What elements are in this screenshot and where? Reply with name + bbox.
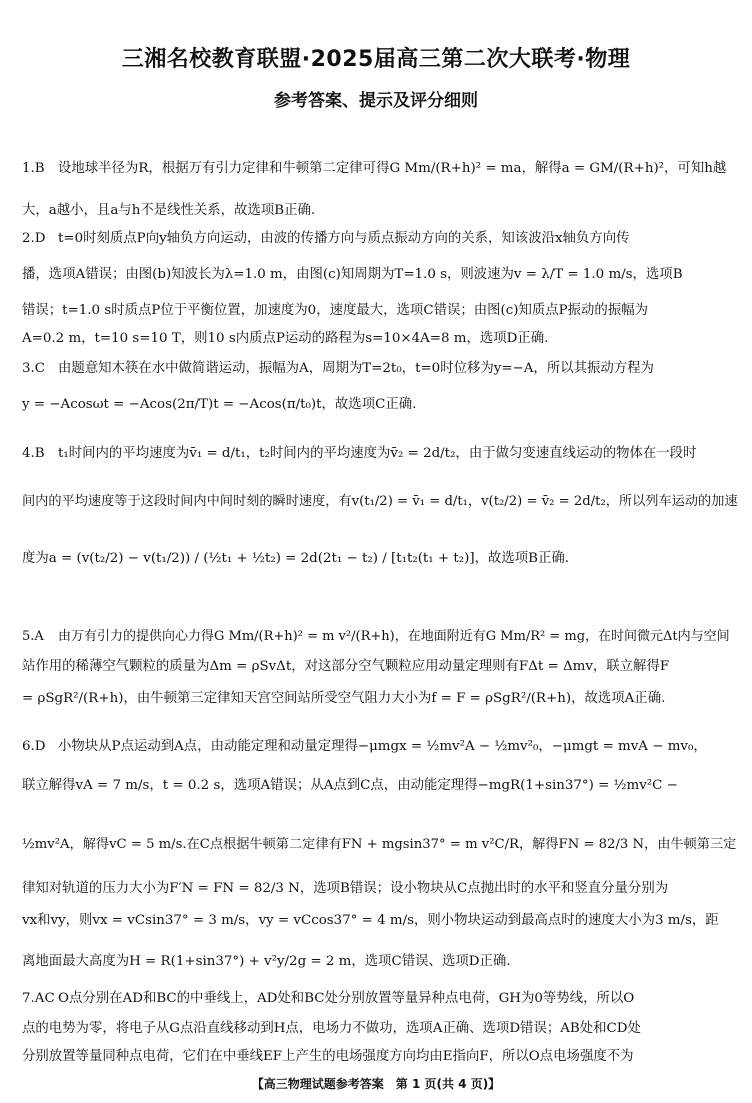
- page-subtitle: 参考答案、提示及评分细则: [274, 91, 478, 111]
- answer-4-line-1: 4.B t₁时间内的平均速度为v̄₁ = d/t₁，t₂时间内的平均速度为v̄₂ = 2d/t₂，由于做匀变速直线运动的物体在一段时: [22, 446, 697, 461]
- answer-2-line-2: 播，选项A错误；由图(b)知波长为λ=1.0 m，由图(c)知周期为T=1.0 s，则波速为v = λ/T = 1.0 m/s，选项B: [22, 267, 683, 282]
- answer-5-line-2: 站作用的稀薄空气颗粒的质量为Δm = ρSvΔt，对这部分空气颗粒应用动量定理则有FΔt = Δmv，联立解得F: [22, 659, 670, 674]
- answer-6-line-5: vx和vy，则vx = vCsin37° = 3 m/s，vy = vCcos37° = 4 m/s，则小物块运动到最高点时的速度大小为3 m/s，距: [22, 913, 719, 928]
- answer-5-line-3: = ρSgR²/(R+h)，由牛顿第三定律知天宫空间站所受空气阻力大小为f = F = ρSgR²/(R+h)，故选项A正确.: [22, 691, 666, 706]
- answer-3-line-1: 3.C 由题意知木筷在水中做简谐运动，振幅为A，周期为T=2t₀，t=0时位移为y=−A，所以其振动方程为: [22, 361, 654, 376]
- answer-2-line-1: 2.D t=0时刻质点P向y轴负方向运动，由波的传播方向与质点振动方向的关系，知该波沿x轴负方向传: [22, 231, 630, 246]
- answer-number: 7.AC: [22, 991, 55, 1006]
- answer-2-line-3: 错误；t=1.0 s时质点P位于平衡位置，加速度为0，速度最大，选项C错误；由图(c)知质点P振动的振幅为: [22, 303, 648, 318]
- answer-7-line-1: 7.AC O点分别在AD和BC的中垂线上，AD处和BC处分别放置等量异种点电荷，GH为0等势线，所以O: [22, 991, 635, 1006]
- answer-number: 2.D: [22, 231, 46, 246]
- answer-2-line-4: A=0.2 m，t=10 s=10 T，则10 s内质点P运动的路程为s=10×4A=8 m，选项D正确.: [22, 331, 549, 346]
- answer-6-line-3: ½mv²A，解得vC = 5 m/s.在C点根据牛顿第二定律有FN + mgsin37° = m v²C/R，解得FN = 82/3 N，由牛顿第三定: [22, 837, 737, 852]
- answer-5-line-1: 5.A 由万有引力的提供向心力得G Mm/(R+h)² = m v²/(R+h)，在地面附近有G Mm/R² = mg，在时间微元Δt内与空间: [22, 629, 730, 644]
- answer-6-line-2: 联立解得vA = 7 m/s，t = 0.2 s，选项A错误；从A点到C点，由动能定理得−mgR(1+sin37°) = ½mv²C −: [22, 778, 678, 793]
- answer-number: 3.C: [22, 361, 46, 376]
- answer-3-line-2: y = −Acosωt = −Acos(2π/T)t = −Acos(π/t₀)t，故选项C正确.: [22, 397, 417, 412]
- answer-6-line-6: 离地面最大高度为H = R(1+sin37°) + v²y/2g = 2 m，选项C错误、选项D正确.: [22, 954, 511, 969]
- answer-4-line-2: 间内的平均速度等于这段时间内中间时刻的瞬时速度，有v(t₁/2) = v̄₁ = d/t₁，v(t₂/2) = v̄₂ = 2d/t₂，所以列车运动的加速: [22, 494, 738, 509]
- answer-number: 6.D: [22, 739, 46, 754]
- page-title: 三湘名校教育联盟·2025届高三第二次大联考·物理: [121, 47, 631, 72]
- answer-1-line-2: 大，a越小，且a与h不是线性关系，故选项B正确.: [22, 203, 316, 218]
- answer-6-line-1: 6.D 小物块从P点运动到A点，由动能定理和动量定理得−μmgx = ½mv²A − ½mv²₀，−μmgt = mvA − mv₀，: [22, 739, 707, 754]
- answer-4-line-3: 度为a = (v(t₂/2) − v(t₁/2)) / (½t₁ + ½t₂) = 2d(2t₁ − t₂) / [t₁t₂(t₁ + t₂)]，故选项B正确.: [22, 551, 570, 566]
- answer-7-line-2: 点的电势为零，将电子从G点沿直线移动到H点，电场力不做功，选项A正确、选项D错误；AB处和CD处: [22, 1021, 641, 1036]
- answer-6-line-4: 律知对轨道的压力大小为F′N = FN = 82/3 N，选项B错误；设小物块从C点抛出时的水平和竖直分量分别为: [22, 881, 669, 896]
- answer-1-line-1: 1.B 设地球半径为R，根据万有引力定律和牛顿第二定律可得G Mm/(R+h)² = ma，解得a = GM/(R+h)²，可知h越: [22, 161, 727, 176]
- answer-7-line-3: 分别放置等量同种点电荷，它们在中垂线EF上产生的电场强度方向均由E指向F，所以O点电场强度不为: [22, 1049, 634, 1064]
- answer-number: 4.B: [22, 446, 45, 461]
- answer-number: 1.B: [22, 161, 45, 176]
- answer-number: 5.A: [22, 629, 44, 644]
- page-footer: 【高三物理试题参考答案 第 1 页(共 4 页)】: [251, 1077, 501, 1091]
